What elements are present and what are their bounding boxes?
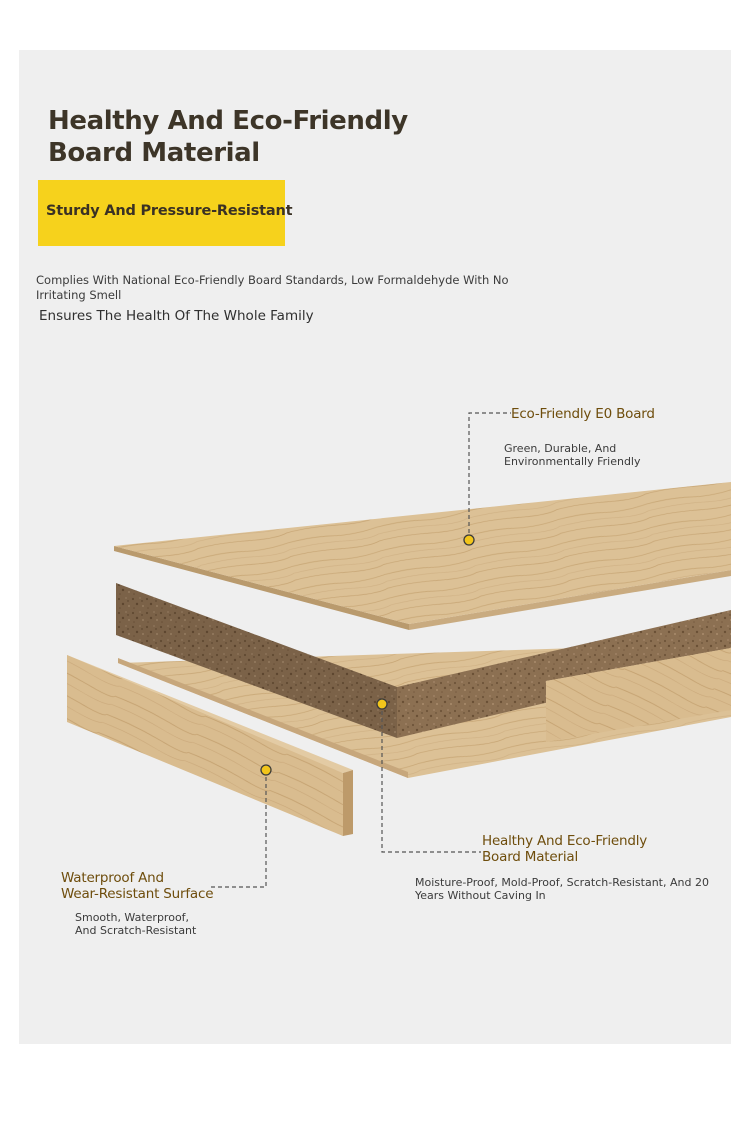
callout-middle-text-line-1: Moisture-Proof, Mold-Proof, Scratch-Resistant, And 20: [415, 876, 709, 889]
marker-left: [261, 765, 271, 775]
title-line-2: Board Material: [48, 138, 260, 168]
callout-left-title-line-2: Wear-Resistant Surface: [61, 886, 214, 902]
callout-left-text-line-2: And Scratch-Resistant: [75, 924, 197, 937]
callout-middle-title-line-2: Board Material: [482, 849, 579, 865]
product-panel: [19, 50, 731, 1044]
marker-top: [464, 535, 474, 545]
callout-middle-title-line-1: Healthy And Eco-Friendly: [482, 833, 648, 849]
description: Complies With National Eco-Friendly Board Standards, Low Formaldehyde With No Irritating Smell: [36, 273, 509, 302]
callout-middle-text-line-2: Years Without Caving In: [415, 889, 546, 902]
description-secondary: Ensures The Health Of The Whole Family: [39, 308, 314, 324]
callout-middle-title: [482, 833, 647, 865]
callout-top-text-line-1: Green, Durable, And: [504, 442, 617, 455]
callout-top-title-text: Eco-Friendly E0 Board: [511, 406, 655, 422]
callout-top-text-line-2: Environmentally Friendly: [504, 455, 641, 468]
top-veneer-sheet: [114, 482, 731, 624]
callout-top-text: [504, 442, 641, 468]
callout-left-title: [61, 870, 213, 902]
callout-left-text-line-1: Smooth, Waterproof,: [75, 911, 190, 924]
callout-left-title-line-1: Waterproof And: [61, 870, 164, 886]
subtitle: Sturdy And Pressure-Resistant: [46, 203, 293, 219]
marker-middle: [377, 699, 387, 709]
title-line-1: Healthy And Eco-Friendly: [48, 106, 408, 136]
callout-middle-text: [415, 876, 709, 902]
callout-top-title: [511, 406, 655, 422]
callout-left-text: [75, 911, 196, 937]
left-edge-strip-end: [343, 770, 353, 836]
